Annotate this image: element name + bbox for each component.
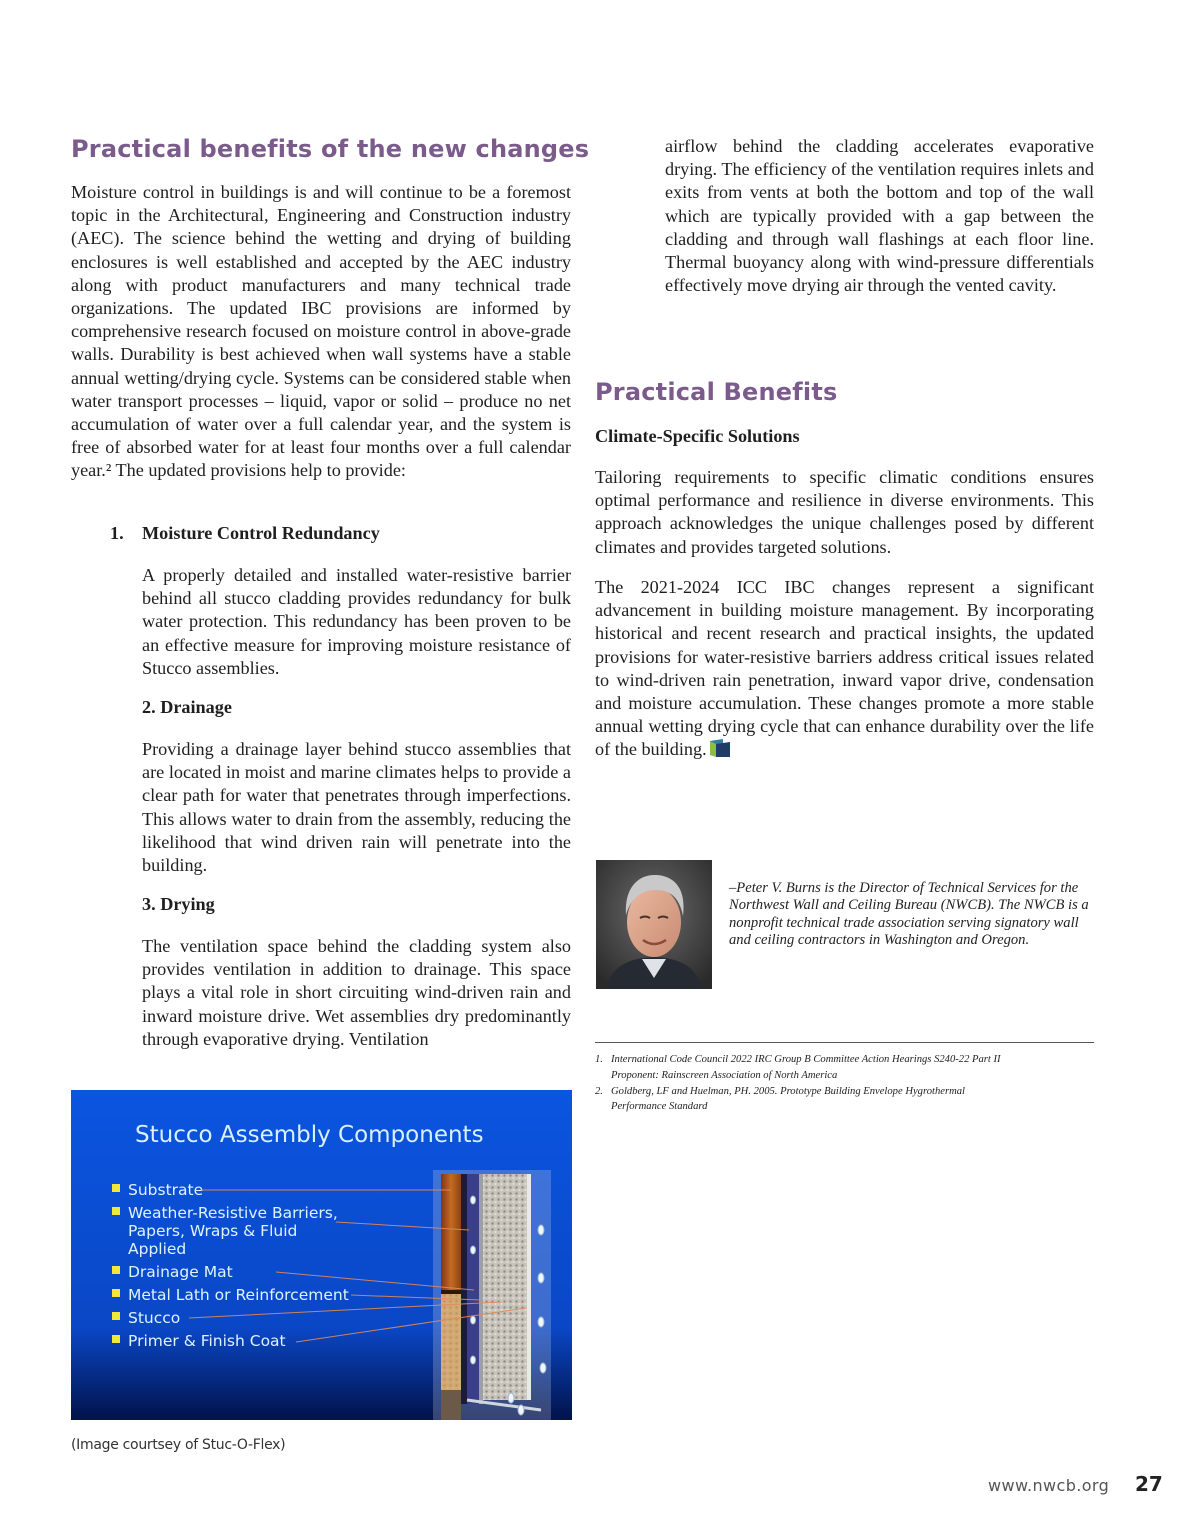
bullet-icon	[112, 1335, 120, 1343]
footnotes	[595, 1052, 1094, 1115]
figure-item-primer: Primer & Finish Coat	[128, 1332, 286, 1350]
bullet-icon	[112, 1289, 120, 1297]
figure-item-substrate: Substrate	[128, 1181, 204, 1199]
subheading-drainage: 2. Drainage	[142, 697, 232, 717]
bullet-icon	[112, 1266, 120, 1274]
end-of-article-icon	[710, 739, 730, 757]
page-number: 27	[1135, 1472, 1163, 1496]
bullet-icon	[112, 1207, 120, 1215]
paragraph-drainage: Providing a drainage layer behind stucco assemblies that are located in moist and marine climates helps to provide a clear path for water that penetrates through imperfections. This allows water to drain from the assembly, reducing the likelihood that wind driven rain will penetrate into the building.	[142, 739, 571, 876]
footnote-text: Proponent: Rainscreen Association of North America	[611, 1069, 838, 1081]
paragraph-icc-changes-text: The 2021-2024 ICC IBC changes represent a significant advancement in building moisture management. By incorporating historical and recent research and practical insights, the updated provisions for water-resistive barriers address critical issues related to wind-driven rain penetration, inward vapor drive, condensation and moisture accumulation. These changes promote a more stable annual wetting drying cycle that can enhance durability over the life of the building.	[595, 577, 1094, 760]
list-number: 1.	[110, 523, 124, 543]
wall-section-illustration	[433, 1170, 551, 1420]
figure-title: Stucco Assembly Components	[135, 1122, 484, 1148]
stucco-assembly-figure	[71, 1090, 572, 1420]
bullet-icon	[112, 1312, 120, 1320]
figure-item-drainage-mat: Drainage Mat	[128, 1263, 233, 1281]
paragraph-moisture-control-redundancy: A properly detailed and installed water-resistive barrier behind all stucco cladding provides redundancy for bulk water protection. This redundancy has been proven to be an effective measure for improving moisture resistance of Stucco assemblies.	[142, 565, 571, 678]
figure-credit: (Image courtsey of Stuc-O-Flex)	[71, 1437, 286, 1453]
footnote-number: 1.	[595, 1054, 603, 1065]
footnote-2	[595, 1084, 1094, 1100]
bullet-icon	[112, 1184, 120, 1192]
section-heading-practical-benefits-changes: Practical benefits of the new changes	[71, 135, 590, 163]
figure-item-stucco: Stucco	[128, 1309, 181, 1327]
footnote-text: Performance Standard	[611, 1101, 708, 1113]
intro-paragraph: Moisture control in buildings is and will continue to be a foremost topic in the Architectural, Engineering and Construction industry (AEC). The science behind the wetting and drying of building enclosures is well established and accepted by the AEC industry along with product manufacturers and many technical trade organizations. The updated IBC provisions are informed by comprehensive research focused on moisture control in above-grade walls. Durability is best achieved when wall systems have a stable annual wetting/drying cycle. Systems can be considered stable when water transport processes – liquid, vapor or solid – produce no net accumulation of water over a full calendar year, and the system is free of absorbed water for at least four months over a full calendar year.² The updated provisions help to provide:	[71, 182, 571, 481]
paragraph-climate-specific: Tailoring requirements to specific climatic conditions ensures optimal performance and resilience in diverse environments. This approach acknowledges the unique challenges posed by different climates and provides targeted solutions.	[595, 467, 1094, 557]
footer-url: www.nwcb.org	[988, 1476, 1110, 1495]
paragraph-icc-changes	[595, 576, 1094, 762]
subheading-climate-specific: Climate-Specific Solutions	[595, 426, 800, 446]
paragraph-drying-continued: airflow behind the cladding accelerates evaporative drying. The efficiency of the ventilation requires inlets and exits from vents at both the bottom and top of the wall which are typically provided with a gap between the cladding and through wall flashings at each floor line. Thermal buoyancy along with wind-pressure differentials effectively move drying air through the vented cavity.	[665, 136, 1094, 296]
figure-item-wrb-2: Papers, Wraps & Fluid	[128, 1222, 298, 1240]
subheading-moisture-control-redundancy: Moisture Control Redundancy	[142, 523, 380, 543]
footnote-1	[595, 1052, 1094, 1068]
footnote-text: Goldberg, LF and Huelman, PH. 2005. Prototype Building Envelope Hygrothermal	[611, 1085, 965, 1097]
author-bio: –Peter V. Burns is the Director of Technical Services for the Northwest Wall and Ceiling Bureau (NWCB). The NWCB is a nonprofit technical trade association serving signatory wall and ceiling contractors in Washington and Oregon.	[729, 880, 1089, 949]
figure-item-wrb: Weather-Resistive Barriers,	[128, 1204, 338, 1222]
footnote-divider	[595, 1042, 1094, 1043]
subheading-drying: 3. Drying	[142, 894, 215, 914]
figure-item-wrb-3: Applied	[128, 1240, 187, 1258]
paragraph-drying: The ventilation space behind the cladding system also provides ventilation in addition to drainage. This space plays a vital role in short circuiting wind-driven rain and inward moisture drive. Wet assemblies dry predominantly through evaporative drying. Ventilation	[142, 936, 571, 1049]
author-portrait-image	[596, 860, 712, 989]
footnote-text: International Code Council 2022 IRC Group B Committee Action Hearings S240-22 Part II	[611, 1054, 1001, 1065]
section-heading-practical-benefits: Practical Benefits	[595, 378, 838, 406]
figure-item-metal-lath: Metal Lath or Reinforcement	[128, 1286, 349, 1304]
footnote-number: 2.	[595, 1085, 603, 1097]
